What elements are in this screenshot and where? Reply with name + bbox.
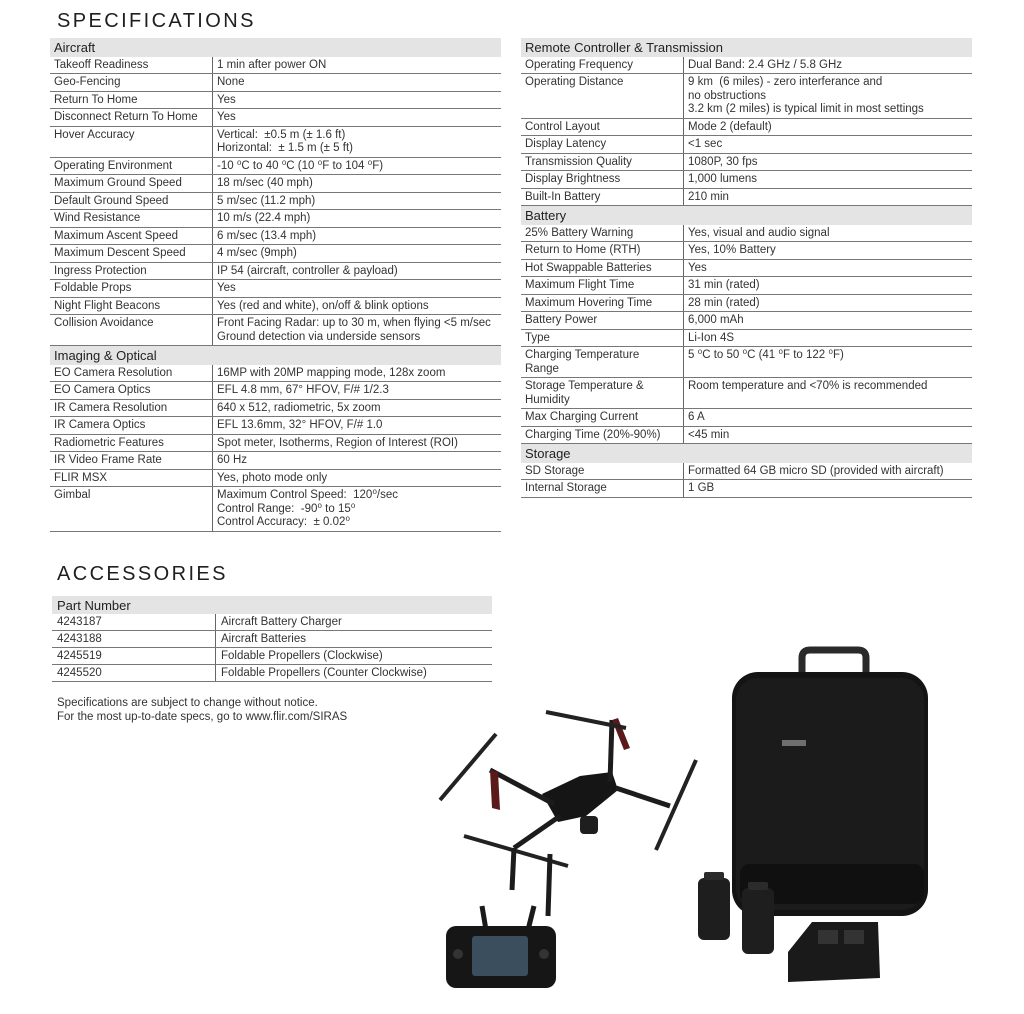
spec-row xyxy=(521,57,972,74)
accessory-row xyxy=(52,665,492,682)
section-title: Aircraft xyxy=(50,38,501,57)
spec-label xyxy=(521,294,684,312)
spec-value-line: 31 min (rated) xyxy=(688,279,760,291)
spec-value xyxy=(213,365,502,382)
spec-row xyxy=(50,399,501,417)
spec-value-line: IP 54 (aircraft, controller & payload) xyxy=(217,264,398,277)
spec-value-line: 5 m/sec (11.2 mph) xyxy=(217,194,316,207)
section-header xyxy=(50,346,501,365)
spec-label-line: Display Brightness xyxy=(525,173,621,185)
spec-row xyxy=(50,315,501,346)
spec-row xyxy=(521,463,972,480)
spec-value xyxy=(213,280,502,298)
disclaimer-note xyxy=(57,696,347,724)
spec-row xyxy=(50,91,501,109)
spec-value xyxy=(684,480,973,498)
spec-value-line: Control Range: -90⁰ to 15⁰ xyxy=(217,502,356,515)
spec-label xyxy=(50,57,213,74)
spec-label xyxy=(50,469,213,487)
product-photo xyxy=(430,640,990,1010)
spec-row xyxy=(521,225,972,242)
spec-row xyxy=(50,74,501,92)
spec-label xyxy=(50,452,213,470)
spec-label-line: Disconnect Return To Home xyxy=(54,111,198,123)
spec-value-line: EFL 13.6mm, 32° HFOV, F/# 1.0 xyxy=(217,419,383,431)
spec-value-line: -10 ⁰C to 40 ⁰C (10 ⁰F to 104 ⁰F) xyxy=(217,159,384,172)
spec-row xyxy=(521,312,972,330)
spec-label-line: IR Camera Resolution xyxy=(54,401,168,414)
spec-label-line: Operating Distance xyxy=(525,76,624,88)
spec-value xyxy=(213,157,502,175)
spec-label xyxy=(521,57,684,74)
spec-label-line: Built-In Battery xyxy=(525,190,601,203)
spec-value-line: 6 A xyxy=(688,411,705,423)
spec-row xyxy=(50,210,501,228)
spec-row xyxy=(50,245,501,263)
spec-label xyxy=(50,487,213,532)
spec-value-line: Ground detection via underside sensors xyxy=(217,330,421,343)
spec-label-line: Night Flight Beacons xyxy=(54,299,161,312)
spec-label-line: Transmission Quality xyxy=(525,155,632,168)
spec-label xyxy=(50,315,213,346)
spec-label-line: Maximum Descent Speed xyxy=(54,247,186,259)
spec-row xyxy=(50,157,501,175)
spec-row xyxy=(521,153,972,171)
spec-row xyxy=(521,242,972,260)
spec-label xyxy=(521,118,684,136)
spec-row xyxy=(50,469,501,487)
spec-label-line: EO Camera Optics xyxy=(54,384,151,396)
spec-label xyxy=(50,109,213,127)
spec-value-line: 18 m/sec (40 mph) xyxy=(217,177,313,189)
spec-value xyxy=(213,469,502,487)
spec-value xyxy=(684,74,973,119)
spec-value-line: 6 m/sec (13.4 mph) xyxy=(217,229,317,242)
spec-value xyxy=(213,210,502,228)
spec-value-line: 4 m/sec (9mph) xyxy=(217,247,297,259)
spec-value xyxy=(684,463,973,480)
accessories-title: ACCESSORIES xyxy=(57,563,228,585)
spec-row xyxy=(50,417,501,435)
spec-value xyxy=(213,382,502,400)
spec-row xyxy=(50,109,501,127)
spec-row xyxy=(521,171,972,189)
spec-value xyxy=(213,126,502,157)
section-title: Remote Controller & Transmission xyxy=(521,38,972,57)
spec-value-line: <1 sec xyxy=(688,138,723,150)
part-description: Aircraft Batteries xyxy=(216,631,493,648)
part-description: Foldable Propellers (Counter Clockwise) xyxy=(216,665,493,682)
spec-label-line: FLIR MSX xyxy=(54,471,108,484)
spec-value xyxy=(213,245,502,263)
part-number: 4243187 xyxy=(52,614,216,631)
spec-value xyxy=(213,227,502,245)
spec-label-line: Takeoff Readiness xyxy=(54,58,149,71)
spec-label xyxy=(521,242,684,260)
spec-value-line: None xyxy=(217,76,245,88)
spec-value-line: 1 GB xyxy=(688,482,715,494)
drone-image xyxy=(440,712,696,916)
spec-row xyxy=(521,378,972,409)
spec-value-line: Room temperature and <70% is recommended xyxy=(688,380,928,392)
spec-row xyxy=(521,409,972,427)
spec-label-line: Display Latency xyxy=(525,138,607,150)
spec-label xyxy=(50,417,213,435)
spec-label-line: Ingress Protection xyxy=(54,264,147,277)
accessory-row xyxy=(52,648,492,665)
spec-label xyxy=(50,297,213,315)
spec-value xyxy=(213,91,502,109)
spec-value xyxy=(684,259,973,277)
spec-label-line: Return to Home (RTH) xyxy=(525,244,641,256)
spec-value xyxy=(684,277,973,295)
spec-value xyxy=(684,294,973,312)
accessories-table xyxy=(52,596,492,682)
spec-label-line: Max Charging Current xyxy=(525,411,639,423)
spec-label xyxy=(521,426,684,444)
spec-value-line: Front Facing Radar: up to 30 m, when flying <5 m/sec xyxy=(217,317,491,329)
spec-value xyxy=(213,262,502,280)
spec-label-line: Operating Frequency xyxy=(525,58,634,71)
spec-row xyxy=(521,136,972,154)
section-header xyxy=(521,38,972,57)
spec-value-line: 210 min xyxy=(688,190,729,203)
spec-row xyxy=(50,280,501,298)
spec-value xyxy=(213,417,502,435)
spec-value-line: Yes, visual and audio signal xyxy=(688,226,830,239)
spec-label-line: Operating Environment xyxy=(54,159,173,172)
spec-value xyxy=(684,378,973,409)
spec-value-line: EFL 4.8 mm, 67° HFOV, F/# 1/2.3 xyxy=(217,384,389,396)
spec-value-line: 640 x 512, radiometric, 5x zoom xyxy=(217,401,381,414)
spec-value xyxy=(684,171,973,189)
accessories-header: Part Number xyxy=(52,596,492,614)
spec-label-line: Maximum Ground Speed xyxy=(54,177,182,189)
spec-label xyxy=(521,171,684,189)
spec-value-line: 16MP with 20MP mapping mode, 128x zoom xyxy=(217,366,446,379)
spec-value-line: Li-Ion 4S xyxy=(688,331,735,344)
spec-row xyxy=(50,57,501,74)
spec-value-line: <45 min xyxy=(688,428,730,441)
spec-label xyxy=(521,409,684,427)
spec-value-line: Yes (red and white), on/off & blink options xyxy=(217,299,429,312)
spec-value-line: Control Accuracy: ± 0.02⁰ xyxy=(217,516,351,528)
spec-label xyxy=(50,192,213,210)
section-header xyxy=(50,38,501,57)
spec-row xyxy=(50,126,501,157)
note-line: For the most up-to-date specs, go to www.flir.com/SIRAS xyxy=(57,711,348,723)
spec-value xyxy=(213,192,502,210)
spec-value xyxy=(213,487,502,532)
spec-label-line: Return To Home xyxy=(54,93,138,106)
spec-value-line: 5 ⁰C to 50 ⁰C (41 ⁰F to 122 ⁰F) xyxy=(688,349,844,361)
spec-value-line: Yes, 10% Battery xyxy=(688,244,776,256)
spec-label xyxy=(521,259,684,277)
spec-label xyxy=(50,434,213,452)
spec-row xyxy=(521,188,972,206)
spec-label-line: IR Camera Optics xyxy=(54,419,146,431)
spec-value-line: Dual Band: 2.4 GHz / 5.8 GHz xyxy=(688,58,843,71)
spec-row xyxy=(521,74,972,119)
spec-label xyxy=(521,74,684,119)
spec-label xyxy=(50,382,213,400)
spec-label-line: Charging Temperature xyxy=(525,349,640,361)
spec-row xyxy=(50,175,501,193)
backpack-case-image xyxy=(732,650,928,916)
spec-label xyxy=(521,136,684,154)
spec-value-line: 6,000 mAh xyxy=(688,314,744,326)
spec-label xyxy=(50,91,213,109)
spec-row xyxy=(50,297,501,315)
spec-value-line: 28 min (rated) xyxy=(688,296,760,309)
spec-value-line: 1080P, 30 fps xyxy=(688,155,758,168)
spec-label-line: Hot Swappable Batteries xyxy=(525,261,652,274)
spec-value xyxy=(684,409,973,427)
spec-value xyxy=(684,57,973,74)
spec-label-line: 25% Battery Warning xyxy=(525,226,634,239)
spec-label xyxy=(521,347,684,378)
spec-row xyxy=(521,480,972,498)
spec-label-line: Charging Time (20%-90%) xyxy=(525,428,661,441)
spec-value-line: 9 km (6 miles) - zero interferance and xyxy=(688,76,883,88)
spec-value-line: no obstructions xyxy=(688,89,766,102)
spec-value xyxy=(684,136,973,154)
spec-value xyxy=(213,297,502,315)
section-title: Storage xyxy=(521,444,972,463)
spec-value xyxy=(213,399,502,417)
remote-controller-image xyxy=(446,906,556,988)
spec-label-line: Maximum Ascent Speed xyxy=(54,229,179,242)
spec-label xyxy=(50,262,213,280)
spec-value xyxy=(213,109,502,127)
accessory-row xyxy=(52,614,492,631)
spec-label-line: Control Layout xyxy=(525,120,600,133)
spec-label-line: SD Storage xyxy=(525,464,585,477)
spec-label xyxy=(50,210,213,228)
spec-label-line: Gimbal xyxy=(54,489,91,501)
spec-value-line: Yes xyxy=(217,111,236,123)
spec-row xyxy=(50,262,501,280)
spec-label-line: Default Ground Speed xyxy=(54,194,169,207)
spec-label xyxy=(50,175,213,193)
spec-value-line: Horizontal: ± 1.5 m (± 5 ft) xyxy=(217,142,353,154)
spec-label xyxy=(521,312,684,330)
spec-value-line: Maximum Control Speed: 120⁰/sec xyxy=(217,489,399,501)
spec-label xyxy=(50,365,213,382)
spec-value-line: 10 m/s (22.4 mph) xyxy=(217,212,311,224)
part-number: 4245520 xyxy=(52,665,216,682)
spec-row xyxy=(521,259,972,277)
spec-label-line: EO Camera Resolution xyxy=(54,366,173,379)
spec-value xyxy=(684,242,973,260)
spec-label xyxy=(50,227,213,245)
spec-label xyxy=(50,280,213,298)
spec-label-line: Collision Avoidance xyxy=(54,317,154,329)
spec-value xyxy=(684,312,973,330)
spec-label xyxy=(50,399,213,417)
spec-value-line: Spot meter, Isotherms, Region of Interest (ROI) xyxy=(217,436,458,449)
spec-value-line: 60 Hz xyxy=(217,454,248,466)
spec-label-line: Maximum Hovering Time xyxy=(525,296,653,309)
spec-label-line: Humidity xyxy=(525,393,570,406)
part-description: Aircraft Battery Charger xyxy=(216,614,493,631)
spec-label xyxy=(521,277,684,295)
spec-row xyxy=(521,294,972,312)
spec-row xyxy=(50,192,501,210)
spec-value xyxy=(213,175,502,193)
spec-row xyxy=(521,118,972,136)
spec-label-line: Hover Accuracy xyxy=(54,128,135,141)
spec-value-line: 1,000 lumens xyxy=(688,173,758,185)
spec-label-line: Radiometric Features xyxy=(54,436,164,449)
spec-value xyxy=(684,347,973,378)
spec-row xyxy=(521,426,972,444)
spec-row xyxy=(50,365,501,382)
spec-label xyxy=(521,463,684,480)
specifications-title: SPECIFICATIONS xyxy=(57,10,256,32)
spec-label-line: Maximum Flight Time xyxy=(525,279,635,291)
spec-value xyxy=(213,434,502,452)
section-title: Battery xyxy=(521,206,972,225)
right-spec-table xyxy=(521,38,972,498)
spec-row xyxy=(50,227,501,245)
spec-label xyxy=(521,188,684,206)
spec-label xyxy=(521,378,684,409)
section-header xyxy=(521,206,972,225)
spec-label-line: Range xyxy=(525,362,559,375)
spec-value-line: Mode 2 (default) xyxy=(688,120,772,133)
spec-label-line: Wind Resistance xyxy=(54,212,141,224)
spec-label-line: Foldable Props xyxy=(54,282,132,294)
spec-value xyxy=(213,315,502,346)
spec-row xyxy=(50,434,501,452)
spec-value-line: Vertical: ±0.5 m (± 1.6 ft) xyxy=(217,128,346,141)
spec-value xyxy=(213,57,502,74)
spec-value-line: 3.2 km (2 miles) is typical limit in most settings xyxy=(688,103,924,115)
spec-value-line: Yes xyxy=(217,282,236,294)
spec-value xyxy=(684,426,973,444)
part-number: 4245519 xyxy=(52,648,216,665)
spec-value-line: Yes, photo mode only xyxy=(217,471,328,484)
spec-value-line: Yes xyxy=(217,93,236,106)
spec-label xyxy=(521,329,684,347)
spec-label xyxy=(50,245,213,263)
spec-row xyxy=(521,329,972,347)
spec-value xyxy=(684,329,973,347)
spec-label xyxy=(50,74,213,92)
section-title: Imaging & Optical xyxy=(50,346,501,365)
spec-value-line: Formatted 64 GB micro SD (provided with aircraft) xyxy=(688,464,944,477)
spec-value xyxy=(684,188,973,206)
spec-label-line: Geo-Fencing xyxy=(54,76,121,88)
battery-charger-image xyxy=(788,922,880,982)
spec-value xyxy=(213,74,502,92)
spec-row xyxy=(521,347,972,378)
spec-label-line: IR Video Frame Rate xyxy=(54,454,162,466)
spec-value xyxy=(213,452,502,470)
spec-label xyxy=(521,225,684,242)
section-header xyxy=(521,444,972,463)
spec-label-line: Internal Storage xyxy=(525,482,607,494)
note-line: Specifications are subject to change without notice. xyxy=(57,697,318,709)
spec-label-line: Battery Power xyxy=(525,314,598,326)
spec-label xyxy=(50,126,213,157)
spec-value-line: 1 min after power ON xyxy=(217,58,327,71)
spec-row xyxy=(50,382,501,400)
spec-row xyxy=(50,452,501,470)
spec-label-line: Storage Temperature & xyxy=(525,380,644,392)
part-number: 4243188 xyxy=(52,631,216,648)
spec-value-line: Yes xyxy=(688,261,707,274)
left-spec-table xyxy=(50,38,501,532)
part-description: Foldable Propellers (Clockwise) xyxy=(216,648,493,665)
spec-value xyxy=(684,225,973,242)
spec-value xyxy=(684,118,973,136)
spec-label-line: Type xyxy=(525,331,550,344)
accessory-row xyxy=(52,631,492,648)
spec-label xyxy=(521,153,684,171)
spec-row xyxy=(50,487,501,532)
spec-label xyxy=(521,480,684,498)
spec-label xyxy=(50,157,213,175)
spec-value xyxy=(684,153,973,171)
spec-row xyxy=(521,277,972,295)
